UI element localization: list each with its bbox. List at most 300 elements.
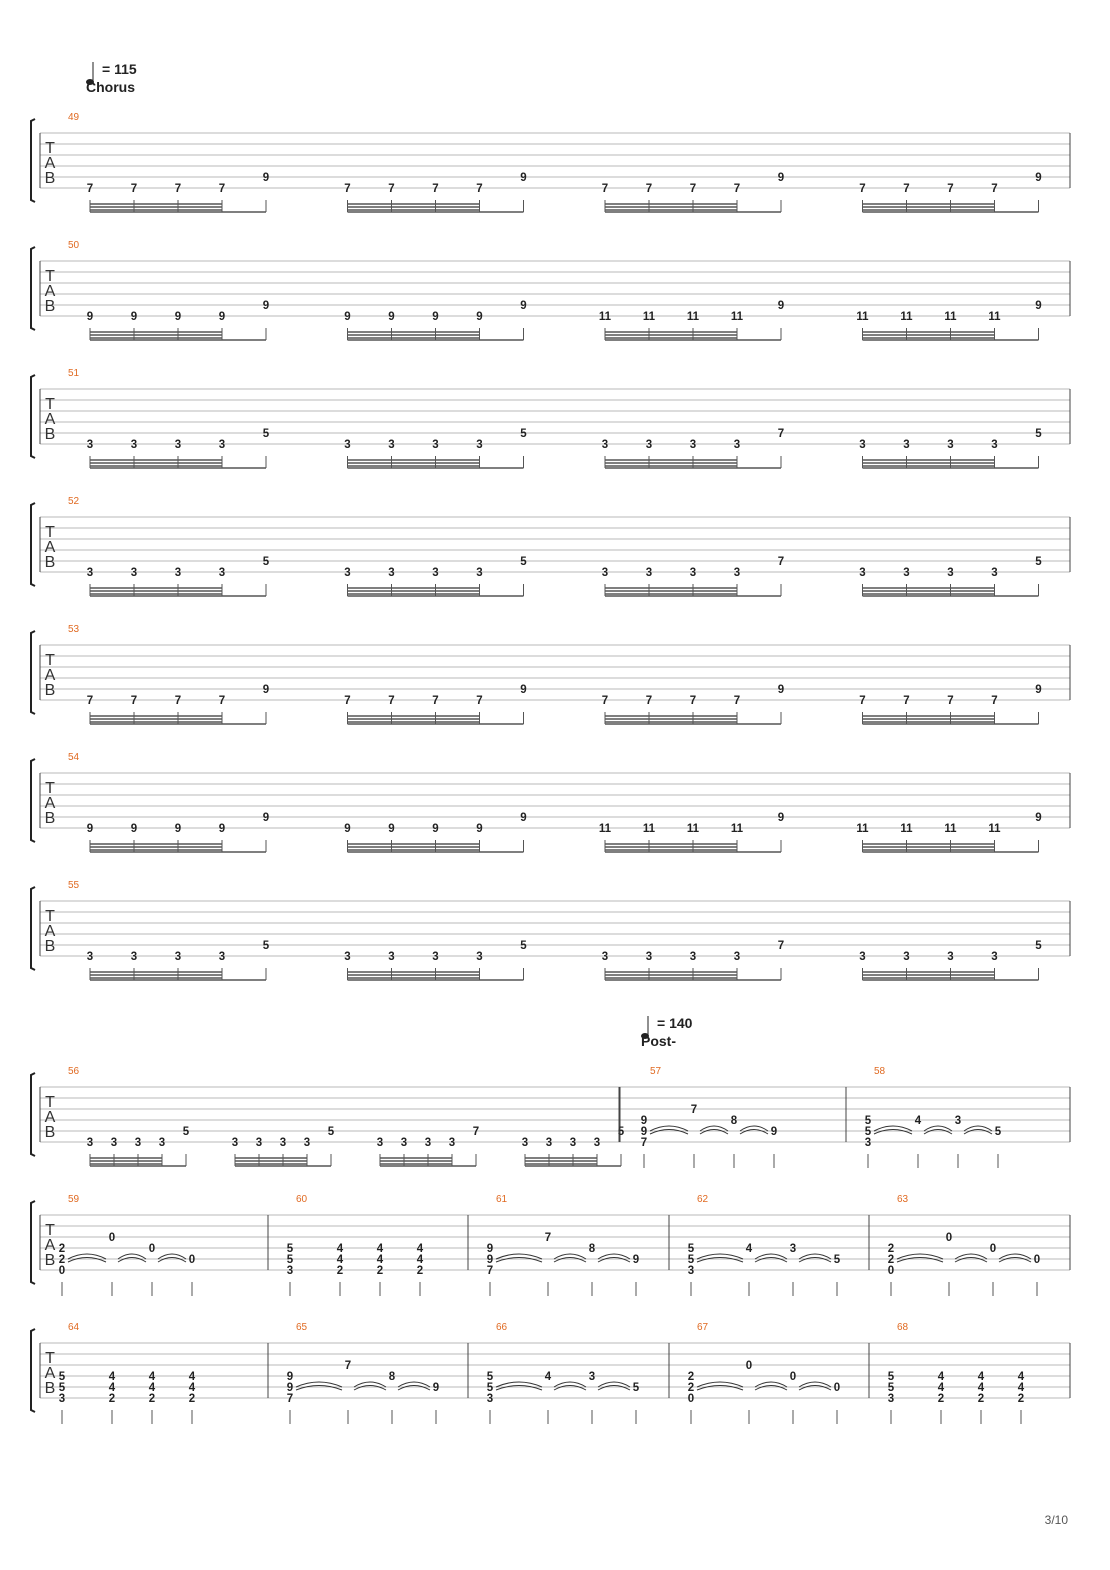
fret-number: 5 xyxy=(58,1382,66,1394)
fret-number: 3 xyxy=(286,1265,294,1277)
fret-number: 9 xyxy=(262,812,270,824)
fret-number: 4 xyxy=(1017,1371,1025,1383)
tie-arc xyxy=(955,1258,987,1263)
system-bracket xyxy=(31,1073,35,1156)
fret-number: 3 xyxy=(903,951,910,963)
tie-arc xyxy=(496,1386,542,1391)
fret-number: 7 xyxy=(601,695,609,707)
fret-number: 0 xyxy=(887,1265,895,1277)
fret-number: 3 xyxy=(991,567,998,579)
fret-number: 5 xyxy=(887,1371,895,1383)
fret-number: 4 xyxy=(544,1371,552,1383)
fret-number: 9 xyxy=(218,823,226,835)
fret-number: 4 xyxy=(148,1371,156,1383)
fret-number: 3 xyxy=(432,951,439,963)
fret-number: 4 xyxy=(376,1254,384,1266)
fret-number: 0 xyxy=(108,1232,116,1244)
fret-number: 7 xyxy=(130,695,138,707)
fret-number: 7 xyxy=(777,556,785,568)
fret-number: 5 xyxy=(286,1243,294,1255)
tab-clef-letter: A xyxy=(44,1237,56,1254)
fret-number: 7 xyxy=(388,183,395,195)
bar-number: 55 xyxy=(68,880,80,891)
fret-number: 5 xyxy=(486,1371,494,1383)
fret-number: 0 xyxy=(148,1243,156,1255)
tie-arc xyxy=(755,1254,787,1259)
fret-number: 9 xyxy=(130,311,138,323)
fret-number: 9 xyxy=(1035,812,1042,824)
fret-number: 7 xyxy=(218,695,226,707)
fret-number: 9 xyxy=(520,684,527,696)
bar-number: 54 xyxy=(68,752,80,763)
fret-number: 3 xyxy=(687,1265,695,1277)
tie-arc xyxy=(740,1130,768,1135)
fret-number: 7 xyxy=(218,183,226,195)
fret-number: 3 xyxy=(432,439,439,451)
tie-arc xyxy=(650,1130,688,1135)
fret-number: 7 xyxy=(859,695,866,707)
fret-number: 7 xyxy=(286,1393,294,1405)
bar-number: 57 xyxy=(650,1066,662,1077)
fret-number: 7 xyxy=(601,183,609,195)
tie-arc xyxy=(874,1126,912,1131)
tab-clef-letter: T xyxy=(45,524,55,541)
fret-number: 3 xyxy=(376,1137,384,1149)
tab-clef-letter: A xyxy=(44,795,56,812)
tab-clef-letter: T xyxy=(45,140,55,157)
tie-arc xyxy=(296,1382,342,1387)
fret-number: 3 xyxy=(448,1137,456,1149)
fret-number: 9 xyxy=(86,823,94,835)
tab-clef-letter: A xyxy=(44,155,56,172)
bar-number: 51 xyxy=(68,368,80,379)
fret-number: 3 xyxy=(130,439,138,451)
fret-number: 3 xyxy=(344,439,351,451)
fret-number: 5 xyxy=(864,1115,872,1127)
tie-arc xyxy=(496,1254,542,1259)
fret-number: 3 xyxy=(218,439,226,451)
system-bracket xyxy=(31,1329,35,1412)
fret-number: 9 xyxy=(262,684,270,696)
fret-number: 3 xyxy=(476,439,483,451)
tie-arc xyxy=(755,1382,787,1387)
tie-arc xyxy=(598,1258,630,1263)
system-bracket xyxy=(31,887,35,970)
tab-clef-letter: T xyxy=(45,396,55,413)
fret-number: 3 xyxy=(601,439,609,451)
section-label: Post- xyxy=(641,1033,676,1049)
fret-number: 3 xyxy=(255,1137,263,1149)
fret-number: 9 xyxy=(640,1115,648,1127)
fret-number: 3 xyxy=(645,567,653,579)
bar-number: 56 xyxy=(68,1066,80,1077)
fret-number: 3 xyxy=(476,567,483,579)
tab-clef-letter: B xyxy=(44,938,56,955)
bar-number: 49 xyxy=(68,112,80,123)
fret-number: 9 xyxy=(640,1126,648,1138)
fret-number: 5 xyxy=(1035,556,1042,568)
fret-number: 7 xyxy=(486,1265,494,1277)
fret-number: 4 xyxy=(977,1382,985,1394)
fret-number: 7 xyxy=(689,695,697,707)
fret-number: 4 xyxy=(416,1243,424,1255)
fret-number: 3 xyxy=(887,1393,895,1405)
fret-number: 9 xyxy=(86,311,94,323)
fret-number: 5 xyxy=(1035,940,1042,952)
bar-number: 65 xyxy=(296,1322,308,1333)
fret-number: 2 xyxy=(416,1265,424,1277)
bar-number: 58 xyxy=(874,1066,886,1077)
tab-clef-letter: T xyxy=(45,1222,55,1239)
fret-number: 4 xyxy=(416,1254,424,1266)
tie-arc xyxy=(697,1382,743,1387)
fret-number: 4 xyxy=(745,1243,753,1255)
fret-number: 2 xyxy=(58,1243,66,1255)
fret-number: 3 xyxy=(864,1137,872,1149)
bar-number: 60 xyxy=(296,1194,308,1205)
fret-number: 9 xyxy=(777,812,785,824)
fret-number: 7 xyxy=(640,1137,648,1149)
tab-clef-letter: A xyxy=(44,923,56,940)
fret-number: 7 xyxy=(733,695,741,707)
bar-number: 53 xyxy=(68,624,80,635)
tab-clef-letter: A xyxy=(44,283,56,300)
fret-number: 7 xyxy=(645,183,653,195)
fret-number: 3 xyxy=(859,951,866,963)
fret-number: 3 xyxy=(545,1137,553,1149)
fret-number: 3 xyxy=(486,1393,494,1405)
fret-number: 2 xyxy=(148,1393,156,1405)
fret-number: 9 xyxy=(520,300,527,312)
fret-number: 9 xyxy=(174,311,182,323)
tie-arc xyxy=(354,1386,386,1391)
fret-number: 3 xyxy=(476,951,483,963)
tab-clef-letter: T xyxy=(45,1094,55,1111)
fret-number: 9 xyxy=(286,1382,294,1394)
tab-clef-letter: B xyxy=(44,1124,56,1141)
fret-number: 7 xyxy=(733,183,741,195)
fret-number: 7 xyxy=(777,428,785,440)
fret-number: 0 xyxy=(789,1371,797,1383)
tie-arc xyxy=(999,1258,1031,1263)
fret-number: 4 xyxy=(977,1371,985,1383)
fret-number: 11 xyxy=(988,823,1001,835)
tie-arc xyxy=(874,1130,912,1135)
fret-number: 9 xyxy=(1035,684,1042,696)
tie-arc xyxy=(924,1126,952,1131)
tie-arc xyxy=(118,1258,146,1263)
fret-number: 0 xyxy=(188,1254,196,1266)
fret-number: 4 xyxy=(336,1254,344,1266)
tab-clef-letter: A xyxy=(44,539,56,556)
tie-arc xyxy=(296,1386,342,1391)
fret-number: 7 xyxy=(476,183,483,195)
fret-number: 5 xyxy=(833,1254,841,1266)
fret-number: 5 xyxy=(687,1254,695,1266)
fret-number: 0 xyxy=(833,1382,841,1394)
fret-number: 11 xyxy=(686,823,700,835)
fret-number: 9 xyxy=(262,172,270,184)
fret-number: 3 xyxy=(174,439,182,451)
tie-arc xyxy=(964,1130,992,1135)
system-bracket xyxy=(31,119,35,202)
tab-clef-letter: B xyxy=(44,1380,56,1397)
fret-number: 9 xyxy=(218,311,226,323)
tempo-value: = 115 xyxy=(102,61,137,77)
fret-number: 4 xyxy=(1017,1382,1025,1394)
tie-arc xyxy=(554,1386,586,1391)
tie-arc xyxy=(755,1386,787,1391)
tab-clef-letter: B xyxy=(44,682,56,699)
tie-arc xyxy=(799,1258,831,1263)
tie-arc xyxy=(554,1258,586,1263)
fret-number: 9 xyxy=(476,311,483,323)
fret-number: 4 xyxy=(336,1243,344,1255)
fret-number: 3 xyxy=(733,567,741,579)
tab-clef-letter: T xyxy=(45,652,55,669)
fret-number: 11 xyxy=(598,823,612,835)
fret-number: 5 xyxy=(286,1254,294,1266)
tab-clef-letter: A xyxy=(44,1365,56,1382)
fret-number: 8 xyxy=(730,1115,738,1127)
fret-number: 11 xyxy=(944,823,957,835)
fret-number: 3 xyxy=(344,567,351,579)
fret-number: 7 xyxy=(476,695,483,707)
fret-number: 3 xyxy=(134,1137,142,1149)
fret-number: 3 xyxy=(593,1137,601,1149)
fret-number: 5 xyxy=(864,1126,872,1138)
fret-number: 3 xyxy=(58,1393,66,1405)
fret-number: 7 xyxy=(689,183,697,195)
tie-arc xyxy=(496,1258,542,1263)
tie-arc xyxy=(697,1254,743,1259)
tab-clef-letter: B xyxy=(44,810,56,827)
fret-number: 3 xyxy=(86,1137,94,1149)
fret-number: 9 xyxy=(432,823,439,835)
fret-number: 3 xyxy=(130,567,138,579)
tie-arc xyxy=(398,1382,430,1387)
fret-number: 9 xyxy=(130,823,138,835)
fret-number: 7 xyxy=(947,183,954,195)
system-bracket xyxy=(31,375,35,458)
fret-number: 3 xyxy=(859,439,866,451)
fret-number: 3 xyxy=(388,567,395,579)
fret-number: 3 xyxy=(174,567,182,579)
tie-arc xyxy=(554,1254,586,1259)
fret-number: 11 xyxy=(642,311,656,323)
fret-number: 7 xyxy=(344,695,351,707)
tie-arc xyxy=(158,1258,186,1263)
system-bracket xyxy=(31,759,35,842)
fret-number: 3 xyxy=(218,567,226,579)
fret-number: 7 xyxy=(130,183,138,195)
fret-number: 3 xyxy=(344,951,351,963)
fret-number: 3 xyxy=(947,439,954,451)
fret-number: 5 xyxy=(520,428,527,440)
fret-number: 9 xyxy=(388,311,395,323)
fret-number: 3 xyxy=(903,439,910,451)
fret-number: 7 xyxy=(432,695,439,707)
tie-arc xyxy=(697,1386,743,1391)
bar-number: 67 xyxy=(697,1322,709,1333)
tie-arc xyxy=(897,1254,943,1259)
tie-arc xyxy=(700,1130,728,1135)
fret-number: 5 xyxy=(486,1382,494,1394)
fret-number: 5 xyxy=(262,428,270,440)
fret-number: 7 xyxy=(777,940,785,952)
fret-number: 11 xyxy=(988,311,1001,323)
fret-number: 7 xyxy=(432,183,439,195)
fret-number: 9 xyxy=(770,1126,778,1138)
fret-number: 9 xyxy=(486,1243,494,1255)
fret-number: 3 xyxy=(174,951,182,963)
fret-number: 3 xyxy=(645,951,653,963)
tie-arc xyxy=(924,1130,952,1135)
fret-number: 3 xyxy=(991,951,998,963)
tab-clef-letter: T xyxy=(45,268,55,285)
fret-number: 3 xyxy=(86,951,94,963)
fret-number: 2 xyxy=(977,1393,985,1405)
fret-number: 3 xyxy=(86,567,94,579)
fret-number: 4 xyxy=(914,1115,922,1127)
fret-number: 11 xyxy=(730,311,744,323)
bar-number: 50 xyxy=(68,240,80,251)
fret-number: 9 xyxy=(520,172,527,184)
fret-number: 3 xyxy=(601,951,609,963)
fret-number: 3 xyxy=(231,1137,239,1149)
fret-number: 9 xyxy=(286,1371,294,1383)
fret-number: 9 xyxy=(520,812,527,824)
bar-number: 64 xyxy=(68,1322,80,1333)
fret-number: 3 xyxy=(424,1137,432,1149)
bar-number: 63 xyxy=(897,1194,909,1205)
tempo-value: = 140 xyxy=(657,1015,693,1031)
fret-number: 3 xyxy=(733,439,741,451)
fret-number: 7 xyxy=(174,183,182,195)
fret-number: 5 xyxy=(1035,428,1042,440)
tie-arc xyxy=(158,1254,186,1259)
fret-number: 2 xyxy=(687,1371,695,1383)
tie-arc xyxy=(68,1258,106,1263)
fret-number: 3 xyxy=(947,567,954,579)
tie-arc xyxy=(799,1382,831,1387)
fret-number: 3 xyxy=(158,1137,166,1149)
fret-number: 8 xyxy=(388,1371,396,1383)
tab-clef-letter: B xyxy=(44,426,56,443)
fret-number: 7 xyxy=(690,1104,698,1116)
system-bracket xyxy=(31,503,35,586)
fret-number: 3 xyxy=(86,439,94,451)
fret-number: 4 xyxy=(376,1243,384,1255)
fret-number: 7 xyxy=(991,695,998,707)
fret-number: 7 xyxy=(544,1232,552,1244)
system-bracket xyxy=(31,247,35,330)
fret-number: 4 xyxy=(108,1371,116,1383)
fret-number: 0 xyxy=(687,1393,695,1405)
fret-number: 7 xyxy=(645,695,653,707)
fret-number: 3 xyxy=(303,1137,311,1149)
fret-number: 11 xyxy=(944,311,957,323)
tie-arc xyxy=(740,1126,768,1131)
fret-number: 5 xyxy=(182,1126,190,1138)
fret-number: 3 xyxy=(388,439,395,451)
fret-number: 11 xyxy=(598,311,612,323)
fret-number: 8 xyxy=(588,1243,596,1255)
fret-number: 5 xyxy=(262,940,270,952)
fret-number: 5 xyxy=(887,1382,895,1394)
bar-number: 68 xyxy=(897,1322,909,1333)
fret-number: 9 xyxy=(174,823,182,835)
fret-number: 9 xyxy=(432,1382,440,1394)
fret-number: 5 xyxy=(520,940,527,952)
tab-clef-letter: T xyxy=(45,780,55,797)
fret-number: 3 xyxy=(279,1137,287,1149)
fret-number: 2 xyxy=(887,1243,895,1255)
fret-number: 11 xyxy=(642,823,656,835)
fret-number: 7 xyxy=(344,183,351,195)
fret-number: 3 xyxy=(130,951,138,963)
fret-number: 11 xyxy=(900,823,913,835)
tab-clef-letter: T xyxy=(45,908,55,925)
fret-number: 7 xyxy=(472,1126,480,1138)
fret-number: 2 xyxy=(887,1254,895,1266)
fret-number: 4 xyxy=(188,1382,196,1394)
tie-arc xyxy=(118,1254,146,1259)
fret-number: 9 xyxy=(388,823,395,835)
fret-number: 3 xyxy=(689,567,697,579)
bar-number: 59 xyxy=(68,1194,80,1205)
fret-number: 5 xyxy=(327,1126,335,1138)
tie-arc xyxy=(398,1386,430,1391)
fret-number: 3 xyxy=(789,1243,797,1255)
tab-clef-letter: B xyxy=(44,1252,56,1269)
fret-number: 4 xyxy=(108,1382,116,1394)
fret-number: 7 xyxy=(947,695,954,707)
fret-number: 9 xyxy=(777,684,785,696)
fret-number: 3 xyxy=(521,1137,529,1149)
tie-arc xyxy=(755,1258,787,1263)
tie-arc xyxy=(999,1254,1031,1259)
fret-number: 3 xyxy=(218,951,226,963)
fret-number: 7 xyxy=(344,1360,352,1372)
fret-number: 2 xyxy=(376,1265,384,1277)
tab-clef-letter: A xyxy=(44,667,56,684)
fret-number: 0 xyxy=(58,1265,66,1277)
section-label: Chorus xyxy=(86,79,135,95)
fret-number: 3 xyxy=(733,951,741,963)
fret-number: 9 xyxy=(632,1254,640,1266)
fret-number: 9 xyxy=(344,823,351,835)
fret-number: 5 xyxy=(687,1243,695,1255)
tab-clef-letter: T xyxy=(45,1350,55,1367)
tie-arc xyxy=(697,1258,743,1263)
fret-number: 5 xyxy=(617,1126,625,1138)
fret-number: 2 xyxy=(1017,1393,1025,1405)
tie-arc xyxy=(496,1382,542,1387)
fret-number: 3 xyxy=(601,567,609,579)
fret-number: 5 xyxy=(632,1382,640,1394)
fret-number: 11 xyxy=(856,823,869,835)
tie-arc xyxy=(799,1254,831,1259)
fret-number: 7 xyxy=(388,695,395,707)
fret-number: 2 xyxy=(937,1393,945,1405)
tab-clef-letter: B xyxy=(44,554,56,571)
fret-number: 7 xyxy=(86,183,94,195)
tie-arc xyxy=(598,1254,630,1259)
fret-number: 7 xyxy=(903,695,910,707)
bar-number: 61 xyxy=(496,1194,508,1205)
fret-number: 11 xyxy=(900,311,913,323)
